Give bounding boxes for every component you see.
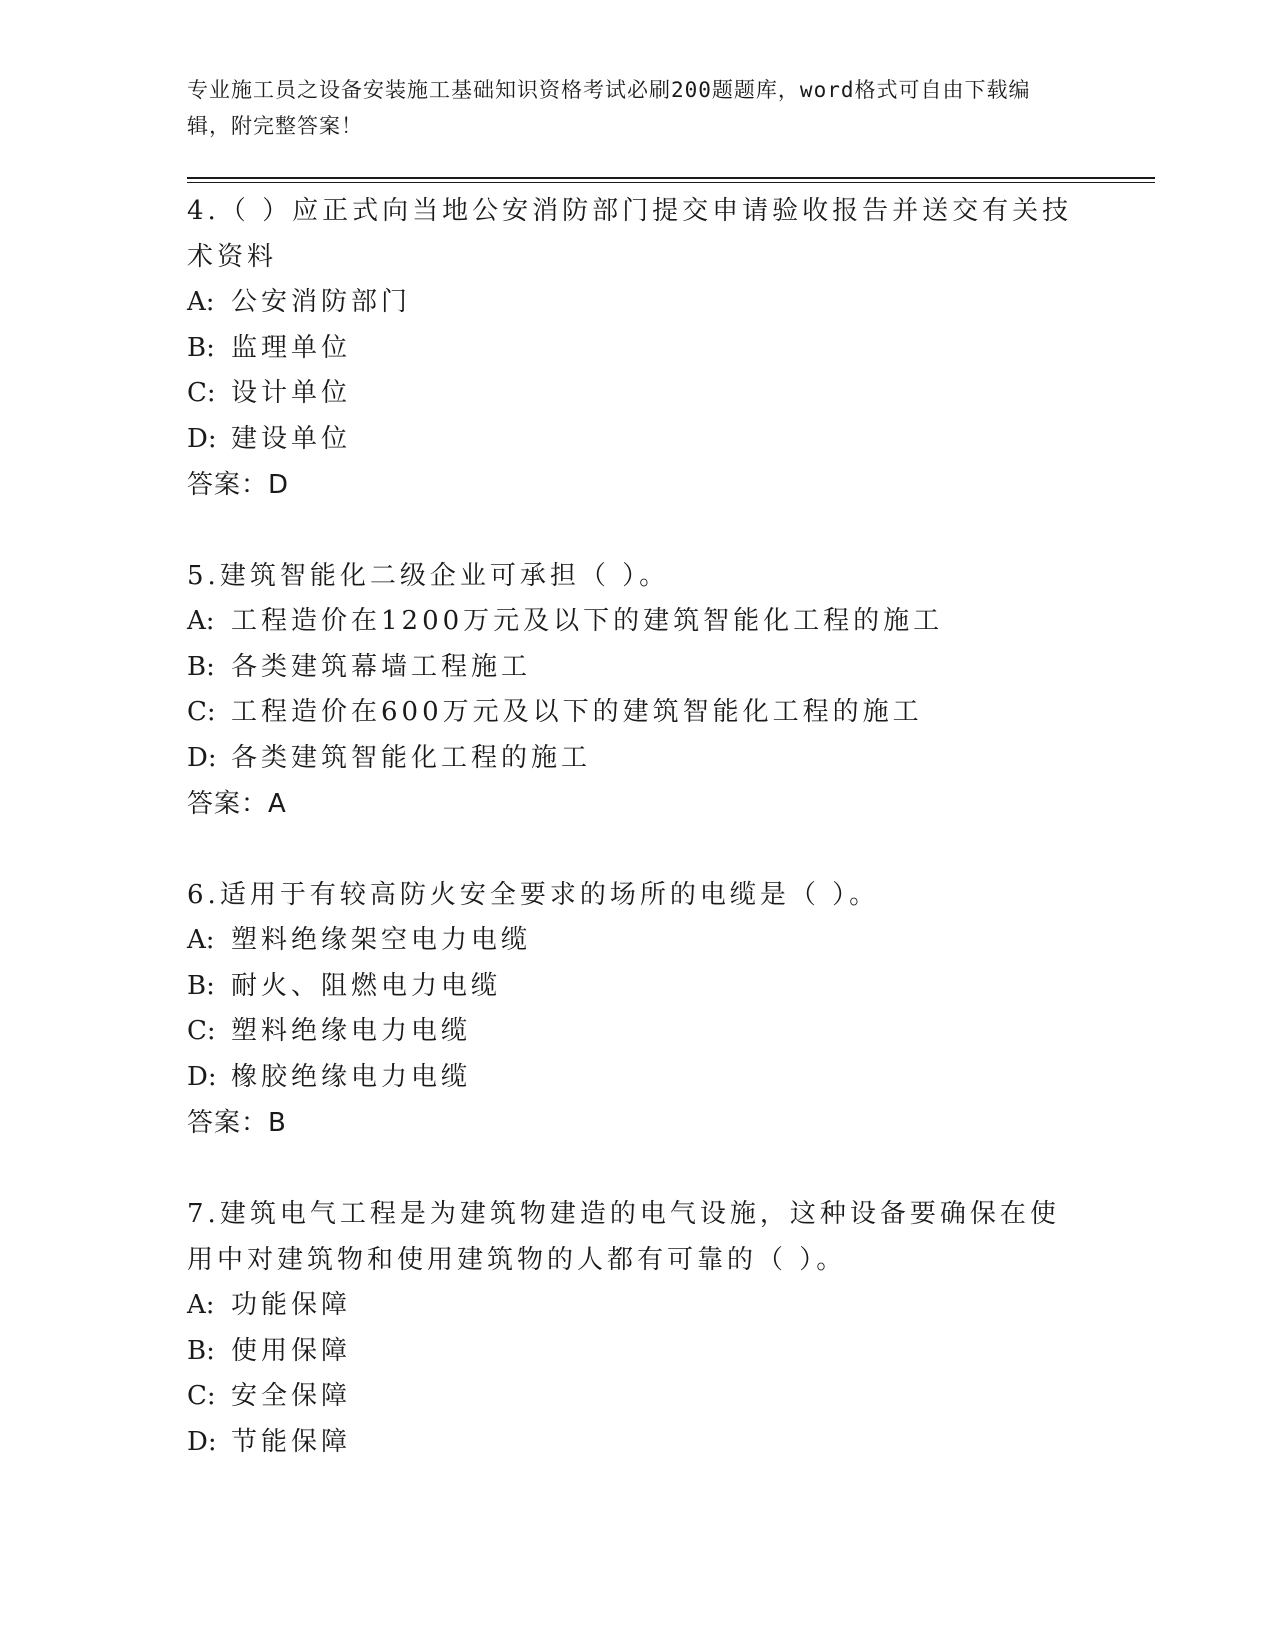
question-stem: 建筑智能化二级企业可承担（ ）。 <box>219 561 670 591</box>
question-stem: 建筑电气工程是为建筑物建造的电气设施，这种设备要确保在使用中对建筑物和使用建筑物的人都有可靠的（ ）。 <box>187 1199 1060 1275</box>
option-letter: A: <box>187 287 215 317</box>
answer-label: 答案： <box>187 1108 269 1138</box>
question-7 <box>187 1191 1087 1465</box>
option-text: 公安消防部门 <box>231 287 412 317</box>
option-letter: B: <box>187 332 215 363</box>
option-letter: B: <box>187 970 215 1001</box>
option-letter: D: <box>187 1061 217 1092</box>
answer-label: 答案： <box>187 789 269 819</box>
option-a <box>187 599 1087 645</box>
header-rule-thick <box>187 177 1155 179</box>
option-text: 安全保障 <box>231 1381 352 1411</box>
question-text <box>187 872 1087 918</box>
option-d <box>187 736 1087 782</box>
option-text: 监理单位 <box>231 332 352 363</box>
question-number: 6. <box>187 880 220 910</box>
answer-label: 答案： <box>187 470 269 500</box>
option-text: 橡胶绝缘电力电缆 <box>231 1061 472 1092</box>
option-text: 各类建筑智能化工程的施工 <box>231 742 592 773</box>
option-text: 各类建筑幕墙工程施工 <box>231 651 532 682</box>
option-letter: D: <box>187 423 217 454</box>
option-a <box>187 1283 1087 1329</box>
option-a <box>187 280 1087 326</box>
answer-value: A <box>268 789 287 819</box>
option-b <box>187 1329 1087 1375</box>
option-b <box>187 326 1087 372</box>
option-a <box>187 918 1087 964</box>
option-letter: A: <box>187 1290 215 1320</box>
option-d <box>187 417 1087 463</box>
question-text <box>187 188 1087 280</box>
option-d <box>187 1420 1087 1466</box>
answer-value: B <box>268 1108 287 1138</box>
document-header <box>187 72 1067 144</box>
option-text: 工程造价在600万元及以下的建筑智能化工程的施工 <box>231 697 923 727</box>
option-letter: C: <box>187 697 216 727</box>
answer-line <box>187 781 1087 827</box>
question-number: 5. <box>187 561 220 591</box>
option-text: 塑料绝缘电力电缆 <box>231 1016 472 1046</box>
question-text <box>187 553 1087 599</box>
option-text: 节能保障 <box>231 1426 352 1457</box>
option-letter: C: <box>187 1016 216 1046</box>
option-letter: D: <box>187 742 217 773</box>
question-4 <box>187 188 1087 508</box>
question-6 <box>187 872 1087 1146</box>
question-5 <box>187 553 1087 827</box>
answer-line <box>187 462 1087 508</box>
option-text: 塑料绝缘架空电力电缆 <box>231 925 532 955</box>
option-text: 使用保障 <box>231 1335 352 1366</box>
option-text: 耐火、阻燃电力电缆 <box>231 970 502 1001</box>
option-c <box>187 371 1087 417</box>
question-text <box>187 1191 1087 1283</box>
option-c <box>187 1009 1087 1055</box>
answer-value: D <box>268 470 290 500</box>
question-number: 4. <box>187 196 220 226</box>
question-list <box>187 188 1087 1510</box>
option-letter: C: <box>187 378 216 408</box>
option-letter: A: <box>187 606 215 636</box>
option-letter: C: <box>187 1381 216 1411</box>
header-text: 专业施工员之设备安装施工基础知识资格考试必刷200题题库，word格式可自由下载编辑，附完整答案！ <box>187 78 1031 138</box>
option-letter: B: <box>187 1335 215 1366</box>
option-letter: A: <box>187 925 215 955</box>
option-b <box>187 964 1087 1010</box>
question-stem: 适用于有较高防火安全要求的场所的电缆是（ ）。 <box>219 880 880 910</box>
option-text: 设计单位 <box>231 378 352 408</box>
option-text: 建设单位 <box>231 423 352 454</box>
option-b <box>187 645 1087 691</box>
option-text: 工程造价在1200万元及以下的建筑智能化工程的施工 <box>231 606 944 636</box>
option-text: 功能保障 <box>231 1290 352 1320</box>
option-d <box>187 1055 1087 1101</box>
question-number: 7. <box>187 1199 220 1229</box>
answer-line <box>187 1100 1087 1146</box>
option-letter: B: <box>187 651 215 682</box>
header-rule-thin <box>187 182 1155 183</box>
option-letter: D: <box>187 1426 217 1457</box>
question-stem: （ ）应正式向当地公安消防部门提交申请验收报告并送交有关技术资料 <box>187 196 1073 272</box>
option-c <box>187 690 1087 736</box>
option-c <box>187 1374 1087 1420</box>
